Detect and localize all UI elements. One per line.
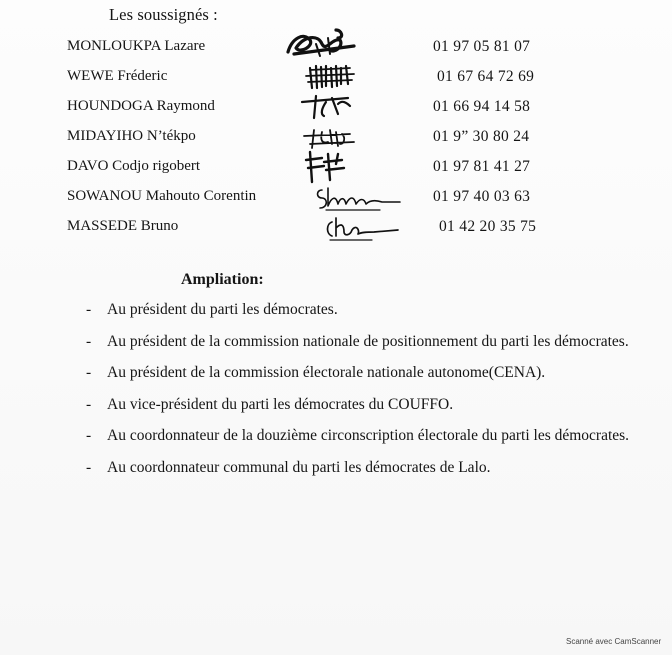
list-item-text: Au coordonnateur de la douzième circonscription électorale du parti les démocrates. — [107, 427, 630, 444]
list-item-text: Au président du parti les démocrates. — [107, 301, 338, 318]
signatory-name: WEWE Fréderic — [67, 68, 168, 84]
signatory-name: HOUNDOGA Raymond — [67, 98, 215, 114]
bullet-dash: - — [86, 395, 92, 413]
signatory-name: MASSEDE Bruno — [67, 218, 179, 234]
bullet-dash: - — [86, 364, 92, 381]
list-item-text: Au président de la commission nationale de positionnement du parti les démocrates. — [107, 332, 629, 350]
bullet-dash: - — [86, 458, 92, 476]
list-item — [86, 333, 666, 365]
list-item-text: Au vice-président du parti les démocrates du COUFFO. — [107, 395, 454, 413]
ampliation-title: Ampliation: — [181, 271, 264, 288]
list-item-text: Au président de la commission électorale nationale autonome(CENA). — [107, 364, 546, 381]
signatory-phone: 01 66 94 14 58 — [433, 98, 531, 115]
signatory-phone: 01 97 40 03 63 — [433, 188, 531, 205]
signatory-phone: 01 42 20 35 75 — [439, 218, 537, 235]
bullet-dash: - — [86, 427, 92, 444]
list-item — [86, 301, 666, 333]
signatory-name: DAVO Codjo rigobert — [67, 158, 201, 174]
bullet-dash: - — [86, 332, 92, 350]
list-item — [86, 396, 666, 428]
signatory-name: MIDAYIHO N’tékpo — [67, 128, 196, 144]
signatory-phone: 01 9” 30 80 24 — [433, 128, 530, 145]
signatory-name: MONLOUKPA Lazare — [67, 38, 206, 54]
signatory-row — [0, 218, 672, 248]
signatory-name: SOWANOU Mahouto Corentin — [67, 188, 257, 204]
signatory-phone: 01 97 05 81 07 — [433, 38, 531, 55]
list-item — [86, 459, 666, 491]
signatory-phone: 01 67 64 72 69 — [437, 68, 535, 85]
list-item — [86, 427, 666, 459]
list-item-text: Au coordonnateur communal du parti les démocrates de Lalo. — [107, 458, 491, 476]
list-item — [86, 364, 666, 396]
scanner-watermark: Scanné avec CamScanner — [566, 637, 662, 646]
bullet-dash: - — [86, 301, 92, 318]
signatory-phone: 01 97 81 41 27 — [433, 158, 531, 175]
signature-image — [270, 204, 420, 244]
distribution-list — [86, 301, 666, 490]
signatories-heading: Les soussignés : — [109, 5, 218, 24]
